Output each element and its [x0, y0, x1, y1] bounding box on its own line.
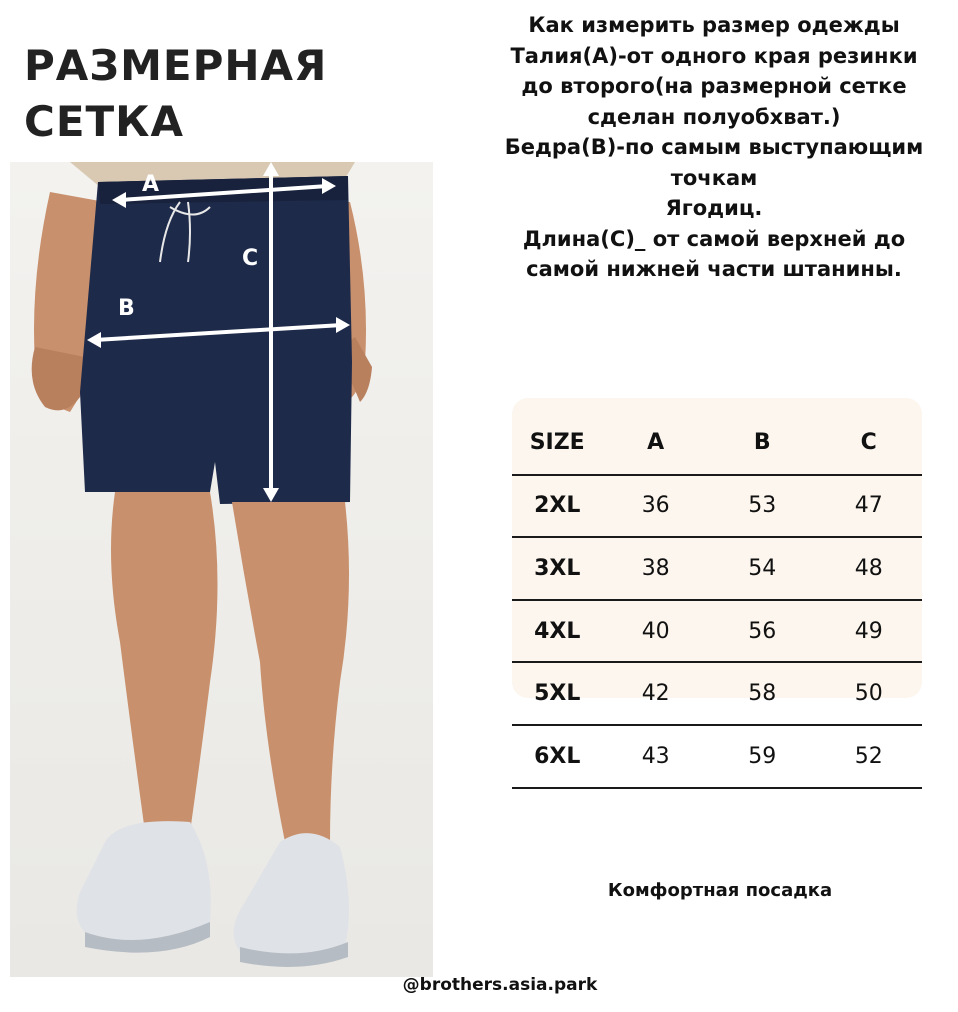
instruction-line: Как измерить размер одежды [528, 13, 900, 37]
value-a: 40 [602, 600, 709, 663]
product-photo [10, 162, 433, 977]
title-line-2: СЕТКА [24, 97, 184, 146]
instruction-line: до второго(на размерной сетке [521, 74, 907, 98]
right-leg [232, 502, 349, 842]
value-a: 42 [602, 662, 709, 725]
marker-c: C [242, 246, 259, 271]
value-a: 43 [602, 725, 709, 788]
fit-note: Комфортная посадка [607, 880, 833, 901]
instruction-line: Бедра(B)-по самым выступающим [504, 135, 924, 159]
header-a: A [602, 412, 709, 475]
instruction-line: Длина(C)_ от самой верхней до [522, 226, 906, 251]
value-c: 49 [815, 600, 922, 663]
value-b: 53 [709, 475, 816, 538]
value-a: 36 [602, 475, 709, 538]
instruction-line: самой нижней части штанины. [526, 257, 902, 281]
social-handle: @brothers.asia.park [402, 975, 598, 995]
value-a: 38 [602, 537, 709, 600]
title-line-1: РАЗМЕРНАЯ [24, 41, 328, 90]
table-header-row [512, 412, 922, 475]
size-table [512, 412, 922, 789]
header-size: SIZE [512, 412, 602, 475]
page-title [24, 38, 327, 150]
size-cell: 6XL [512, 725, 602, 788]
size-cell: 3XL [512, 537, 602, 600]
value-c: 47 [815, 475, 922, 538]
left-hand [32, 347, 85, 410]
instruction-line: сделан полуобхват.) [587, 104, 841, 129]
value-c: 48 [815, 537, 922, 600]
table-row [512, 725, 922, 788]
value-c: 52 [815, 725, 922, 788]
left-shoe [77, 821, 211, 942]
table-row [512, 475, 922, 538]
table-row [512, 537, 922, 600]
instruction-line: точкам [670, 165, 758, 190]
table-row [512, 600, 922, 663]
table-row [512, 662, 922, 725]
shorts-illustration [10, 162, 433, 977]
measurement-instructions [470, 10, 958, 285]
right-shoe [234, 833, 349, 956]
size-cell: 4XL [512, 600, 602, 663]
marker-b: B [118, 296, 135, 321]
header-c: C [815, 412, 922, 475]
value-c: 50 [815, 662, 922, 725]
value-b: 58 [709, 662, 816, 725]
header-b: B [709, 412, 816, 475]
marker-a: A [142, 172, 160, 197]
left-leg [111, 492, 218, 832]
value-b: 54 [709, 537, 816, 600]
value-b: 56 [709, 600, 816, 663]
instruction-line: Ягодиц. [665, 196, 763, 220]
size-cell: 5XL [512, 662, 602, 725]
size-cell: 2XL [512, 475, 602, 538]
instruction-line: Талия(A)-от одного края резинки [510, 43, 918, 68]
value-b: 59 [709, 725, 816, 788]
